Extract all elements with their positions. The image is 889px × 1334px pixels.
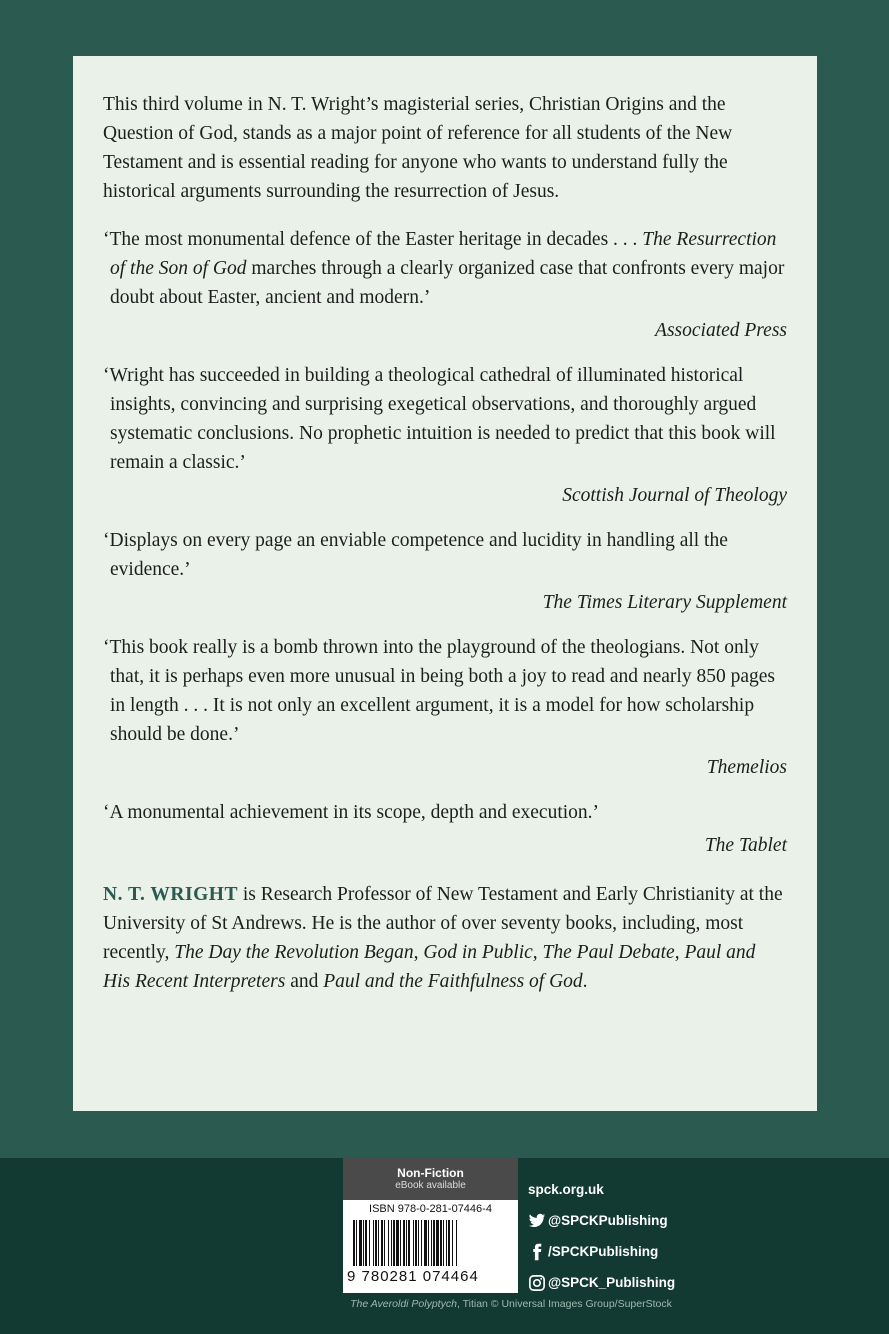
quote-source: The Times Literary Supplement — [542, 592, 787, 613]
facebook-icon — [528, 1243, 546, 1261]
quote-source: Scottish Journal of Theology — [562, 485, 787, 506]
barcode-box — [343, 1158, 518, 1293]
social-links — [528, 1174, 675, 1298]
ebook-text: eBook available — [395, 1180, 466, 1191]
quote-text: ‘Wright has succeeded in building a theological cathedral of illuminated historical insights, convincing and surprising exegetical observations, and thoroughly argued systematic conclusions. No prophetic intuition is needed to predict that this book will remain a classic.’ — [103, 365, 776, 473]
cover-credit: The Averoldi Polyptych, Titian © Universal Images Group/SuperStock — [350, 1298, 672, 1310]
footer — [0, 1158, 889, 1334]
quote-2 — [103, 361, 787, 510]
quote-source: Associated Press — [655, 320, 787, 341]
quote-text: ‘The most monumental defence of the Easter heritage in decades . . . The Resurrection of the Son of God marches through a clearly organized case that confronts every major doubt about Easter, ancient and modern.’ — [103, 229, 785, 308]
blurb-panel — [73, 56, 817, 1111]
quote-text: ‘A monumental achievement in its scope, depth and execution.’ — [103, 802, 600, 823]
intro-paragraph: This third volume in N. T. Wright’s magisterial series, Christian Origins and the Question of God, stands as a major point of reference for all students of the New Testament and is essential reading for anyone who wants to understand fully the historical arguments surrounding the resurrection of Jesus. — [103, 94, 733, 202]
instagram-link[interactable]: @SPCK_Publishing — [528, 1267, 675, 1298]
author-name: N. T. WRIGHT — [103, 884, 238, 905]
twitter-icon — [528, 1212, 546, 1230]
instagram-icon — [528, 1274, 546, 1292]
category-text: Non-Fiction — [397, 1166, 464, 1180]
barcode-icon — [353, 1220, 509, 1268]
quote-5 — [103, 798, 787, 860]
twitter-link[interactable]: @SPCKPublishing — [528, 1205, 675, 1236]
category-label — [343, 1158, 518, 1200]
quote-3 — [103, 526, 787, 617]
quote-text: ‘This book really is a bomb thrown into the playground of the theologians. Not only that, it is perhaps even more unusual in being both a joy to read and nearly 850 pages in length . . . It is not only an excellent argument, it is a model for how scholarship should be done.’ — [103, 637, 775, 745]
author-bio: N. T. WRIGHT is Research Professor of New Testament and Early Christianity at the University of St Andrews. He is the author of over seventy books, including, most recently, The Day the Revolution Began, God in Public, The Paul Debate, Paul and His Recent Interpreters and Paul and the Faithfulness of God. — [103, 884, 783, 992]
barcode-number: 9 780281 074464 — [347, 1268, 479, 1285]
quote-1 — [103, 225, 787, 345]
website-link[interactable]: spck.org.uk — [528, 1182, 604, 1197]
quote-4 — [103, 633, 787, 782]
quote-source: Themelios — [706, 757, 787, 778]
facebook-link[interactable]: /SPCKPublishing — [528, 1236, 675, 1267]
quote-text: ‘Displays on every page an enviable competence and lucidity in handling all the evidence.’ — [103, 530, 728, 580]
isbn-text: ISBN 978-0-281-07446-4 — [369, 1203, 492, 1215]
quote-source: The Tablet — [704, 835, 787, 856]
